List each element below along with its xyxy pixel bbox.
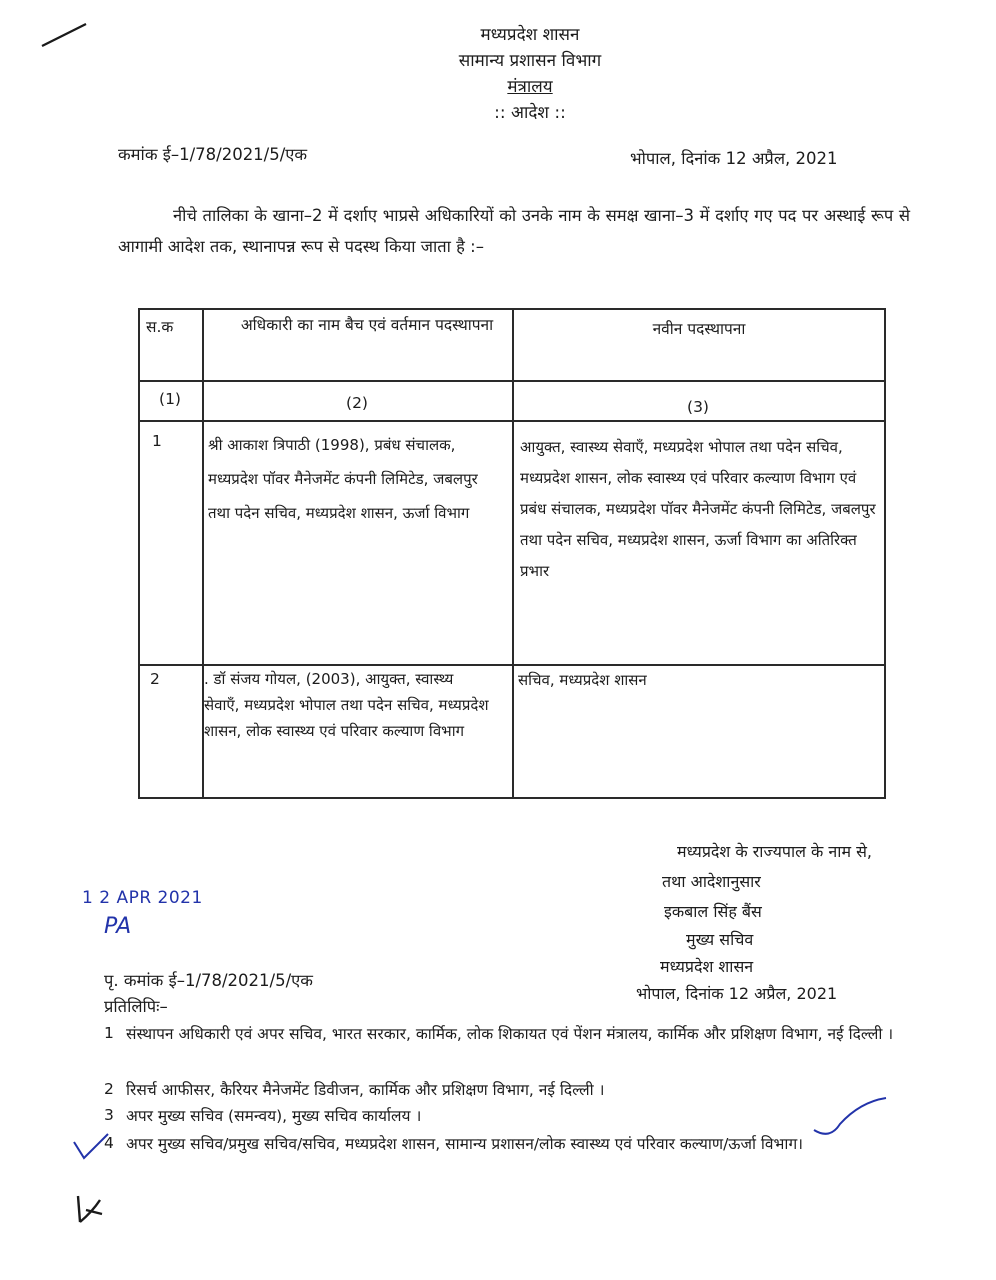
endorsement-number: पृ. कमांक ई–1/78/2021/5/एक (104, 971, 313, 990)
header-ministry: मंत्रालय (507, 77, 553, 97)
handwritten-scribble-icon (72, 1192, 108, 1226)
endorsement-label: प्रतिलिपिः– (104, 997, 168, 1016)
list-item: संस्थापन अधिकारी एवं अपर सचिव, भारत सरकार, कार्मिक, लोक शिकायत एवं पेंशन मंत्रालय, कार्मिक और प्रशिक्षण विभाग, नई दिल्ली । (126, 1025, 894, 1043)
header-department: सामान्य प्रशासन विभाग (458, 51, 602, 71)
pen-mark-icon (40, 20, 90, 50)
handwritten-initials: PA (104, 914, 132, 939)
table-row-1-officer: श्री आकाश त्रिपाठी (1998), प्रबंध संचालक, मध्यप्रदेश पॉवर मैनेजमेंट कंपनी लिमिटेड, जबलपुर तथा पदेन सचिव, मध्यप्रदेश शासन, ऊर्जा विभाग (208, 436, 478, 522)
signature-designation: मुख्य सचिव (686, 930, 754, 949)
table-colnum-2: (2) (346, 394, 368, 412)
table-row-1-posting: आयुक्त, स्वास्थ्य सेवाएँ, मध्यप्रदेश भोपाल तथा पदेन सचिव, मध्यप्रदेश शासन, लोक स्वास्थ्य एवं परिवार कल्याण विभाग एवं प्रबंध संचालक, मध्यप्रदेश पॉवर मैनेजमेंट कंपनी लिमिटेड, जबलपुर तथा पदेन सचिव, मध्यप्रदेश शासन, ऊर्जा विभाग का अतिरिक्त प्रभार (520, 438, 876, 580)
received-date-stamp: 1 2 APR 2021 (82, 888, 203, 908)
signature-govt: मध्यप्रदेश शासन (660, 957, 754, 976)
header-order-title: :: आदेश :: (494, 103, 566, 123)
checkmark-icon (72, 1132, 112, 1162)
list-item-number: 4 (104, 1134, 114, 1152)
list-item-number: 3 (104, 1106, 114, 1124)
table-row-2-officer: . डॉ संजय गोयल, (2003), आयुक्त, स्वास्थ्य सेवाएँ, मध्यप्रदेश भोपाल तथा पदेन सचिव, मध्यप्रदेश शासन, लोक स्वास्थ्य एवं परिवार कल्याण विभाग (204, 670, 489, 740)
endorsement-place-date: भोपाल, दिनांक 12 अप्रैल, 2021 (636, 984, 838, 1003)
table-row-2-posting: सचिव, मध्यप्रदेश शासन (518, 671, 647, 689)
list-item: रिसर्च आफीसर, कैरियर मैनेजमेंट डिवीजन, कार्मिक और प्रशिक्षण विभाग, नई दिल्ली । (126, 1081, 605, 1099)
header-govt: मध्यप्रदेश शासन (480, 25, 580, 45)
signature-order-line: तथा आदेशानुसार (662, 872, 761, 891)
signature-governor-line: मध्यप्रदेश के राज्यपाल के नाम से, (676, 842, 872, 861)
table-colnum-1: (1) (159, 390, 181, 408)
list-item: अपर मुख्य सचिव/प्रमुख सचिव/सचिव, मध्यप्रदेश शासन, सामान्य प्रशासन/लोक स्वास्थ्य एवं परिवार कल्याण/ऊर्जा विभाग। (126, 1135, 804, 1153)
table-header-sno: स.क (146, 318, 174, 336)
table-header-officer: अधिकारी का नाम बैच एवं वर्तमान पदस्थापना (240, 316, 494, 334)
postings-table (138, 308, 886, 798)
table-row-2-sno: 2 (150, 670, 160, 688)
table-colnum-3: (3) (687, 398, 709, 416)
table-row-1-sno: 1 (152, 432, 162, 450)
list-item: अपर मुख्य सचिव (समन्वय), मुख्य सचिव कार्यालय । (126, 1107, 422, 1125)
list-item-number: 1 (104, 1024, 114, 1042)
checkmark-icon (810, 1094, 890, 1144)
order-intro: नीचे तालिका के खाना–2 में दर्शाए भाप्रसे अधिकारियों को उनके नाम के समक्ष खाना–3 में दर्शाए गए पद पर अस्थाई रूप से आगामी आदेश तक, स्थानापन्न रूप से पदस्थ किया जाता है :– (118, 206, 910, 256)
table-header-posting: नवीन पदस्थापना (652, 320, 746, 338)
signature-name: इकबाल सिंह बैंस (664, 902, 762, 921)
order-number: कमांक ई–1/78/2021/5/एक (118, 145, 308, 164)
order-place-date: भोपाल, दिनांक 12 अप्रैल, 2021 (630, 149, 838, 168)
list-item-number: 2 (104, 1080, 114, 1098)
